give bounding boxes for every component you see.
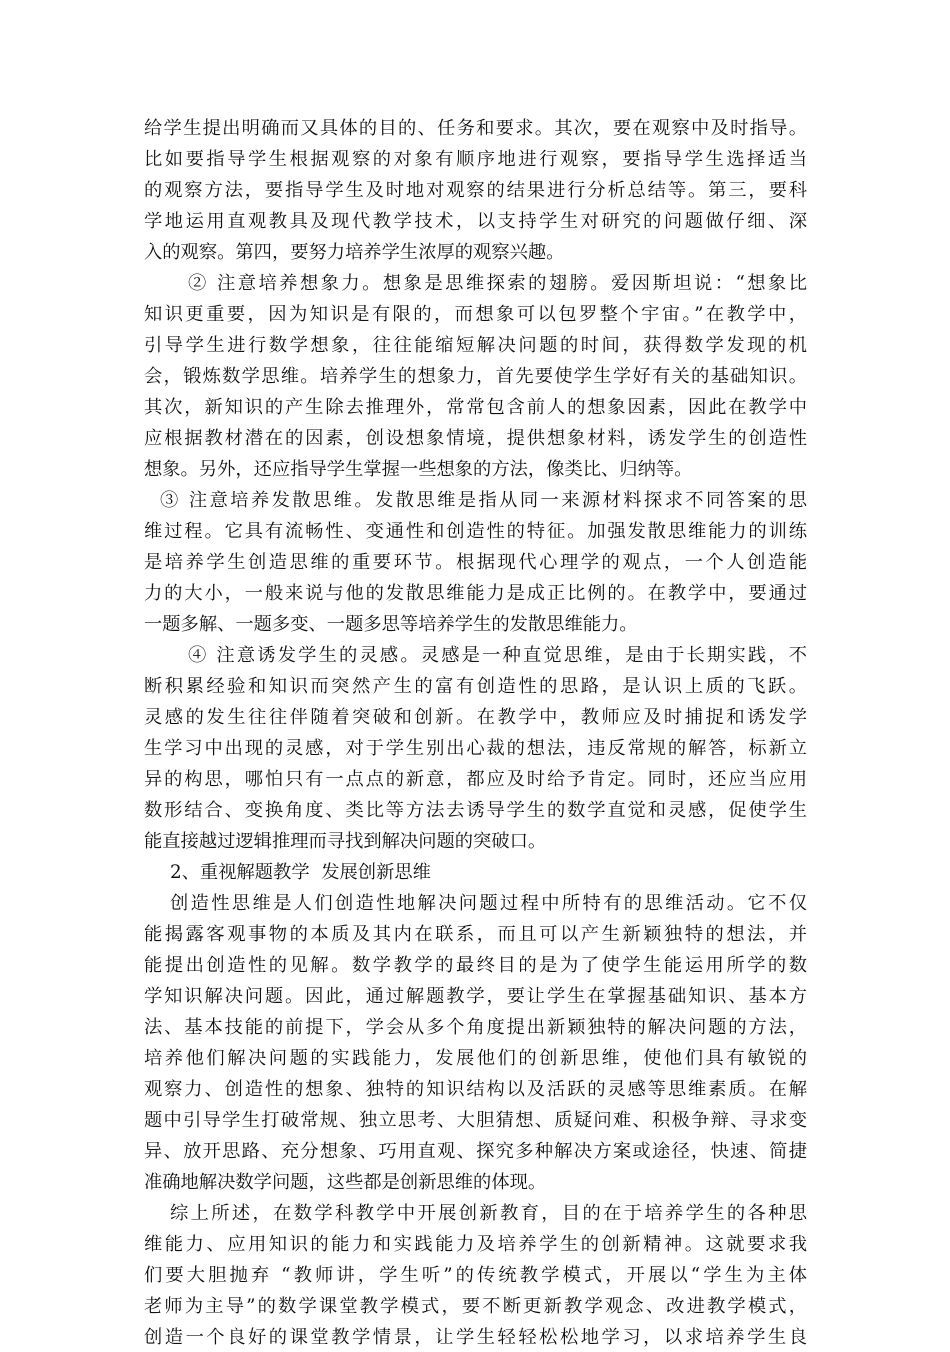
text-line: 能提出创造性的见解。数学教学的最终目的是为了使学生能运用所学的数 (144, 955, 807, 976)
text-line: 培养他们解决问题的实践能力，发展他们的创新思维，使他们具有敏锐的 (144, 1048, 807, 1069)
text-line: 想象。另外，还应指导学生掌握一些想象的方法，像类比、归纳等。 (144, 459, 693, 480)
text-line: ③ 注意培养发散思维。发散思维是指从同一来源材料探求不同答案的思 (160, 490, 807, 511)
text-line: 异的构思，哪怕只有一点点的新意，都应及时给予肯定。同时，还应当应用 (144, 769, 807, 790)
text-line: 会，锻炼数学思维。培养学生的想象力，首先要使学生学好有关的基础知识。 (144, 366, 807, 387)
text-line: 综上所述，在数学科教学中开展创新教育，目的在于培养学生的各种思 (170, 1203, 807, 1224)
text-line: 题中引导学生打破常规、独立思考、大胆猜想、质疑问难、积极争辩、寻求变 (144, 1110, 807, 1131)
text-line: 断积累经验和知识而突然产生的富有创造性的思路，是认识上质的飞跃。 (144, 676, 807, 697)
text-line: 是培养学生创造思维的重要环节。根据现代心理学的观点，一个人创造能 (144, 552, 807, 573)
text-line: 法、基本技能的前提下，学会从多个角度提出新颖独特的解决问题的方法， (144, 1017, 807, 1038)
text-line: 准确地解决数学问题，这些都是创新思维的体现。 (144, 1172, 547, 1193)
text-line: 学知识解决问题。因此，通过解题教学，要让学生在掌握基础知识、基本方 (144, 986, 807, 1007)
text-line: 观察力、创造性的想象、独特的知识结构以及活跃的灵感等思维素质。在解 (144, 1079, 807, 1100)
text-line: 灵感的发生往往伴随着突破和创新。在教学中，教师应及时捕捉和诱发学 (144, 707, 807, 728)
text-line: 能直接越过逻辑推理而寻找到解决问题的突破口。 (144, 831, 547, 852)
text-line: 创造性思维是人们创造性地解决问题过程中所特有的思维活动。它不仅 (170, 893, 807, 914)
text-line: 入的观察。第四，要努力培养学生浓厚的观察兴趣。 (144, 242, 565, 263)
section-heading: 2、重视解题教学 发展创新思维 (170, 862, 431, 883)
text-line: 数形结合、变换角度、类比等方法去诱导学生的数学直觉和灵感，促使学生 (144, 800, 807, 821)
text-line: 力的大小，一般来说与他的发散思维能力是成正比例的。在教学中，要通过 (144, 583, 807, 604)
text-line: 知识更重要，因为知识是有限的，而想象可以包罗整个宇宙。”在教学中， (144, 304, 807, 325)
text-line: 老师为主导”的数学课堂教学模式，要不断更新教学观念、改进教学模式， (144, 1296, 807, 1317)
text-line: ④ 注意诱发学生的灵感。灵感是一种直觉思维，是由于长期实践，不 (188, 645, 807, 666)
text-line: 维过程。它具有流畅性、变通性和创造性的特征。加强发散思维能力的训练 (144, 521, 807, 542)
text-line: 应根据教材潜在的因素，创设想象情境，提供想象材料，诱发学生的创造性 (144, 428, 807, 449)
text-line: 一题多解、一题多变、一题多思等培养学生的发散思维能力。 (144, 614, 638, 635)
text-line: 异、放开思路、充分想象、巧用直观、探究多种解决方案或途径，快速、简捷 (144, 1141, 807, 1162)
text-line: 引导学生进行数学想象，往往能缩短解决问题的时间，获得数学发现的机 (144, 335, 807, 356)
text-line: 比如要指导学生根据观察的对象有顺序地进行观察，要指导学生选择适当 (144, 149, 807, 170)
text-line: 维能力、应用知识的能力和实践能力及培养学生的创新精神。这就要求我 (144, 1234, 807, 1255)
text-line: ② 注意培养想象力。想象是思维探索的翅膀。爱因斯坦说：“想象比 (188, 273, 807, 294)
text-line: 学地运用直观教具及现代教学技术，以支持学生对研究的问题做仔细、深 (144, 211, 807, 232)
text-line: 能揭露客观事物的本质及其内在联系，而且可以产生新颖独特的想法，并 (144, 924, 807, 945)
text-line: 给学生提出明确而又具体的目的、任务和要求。其次，要在观察中及时指导。 (144, 118, 807, 139)
text-line: 生学习中出现的灵感，对于学生别出心裁的想法，违反常规的解答，标新立 (144, 738, 807, 759)
text-line: 们要大胆抛弃 “教师讲，学生听”的传统教学模式，开展以“学生为主体 (144, 1265, 807, 1286)
text-line: 其次，新知识的产生除去推理外，常常包含前人的想象因素，因此在教学中 (144, 397, 807, 418)
text-line: 创造一个良好的课堂教学情景，让学生轻轻松松地学习，以求培养学生良 (144, 1327, 807, 1348)
text-line: 的观察方法，要指导学生及时地对观察的结果进行分析总结等。第三，要科 (144, 180, 807, 201)
